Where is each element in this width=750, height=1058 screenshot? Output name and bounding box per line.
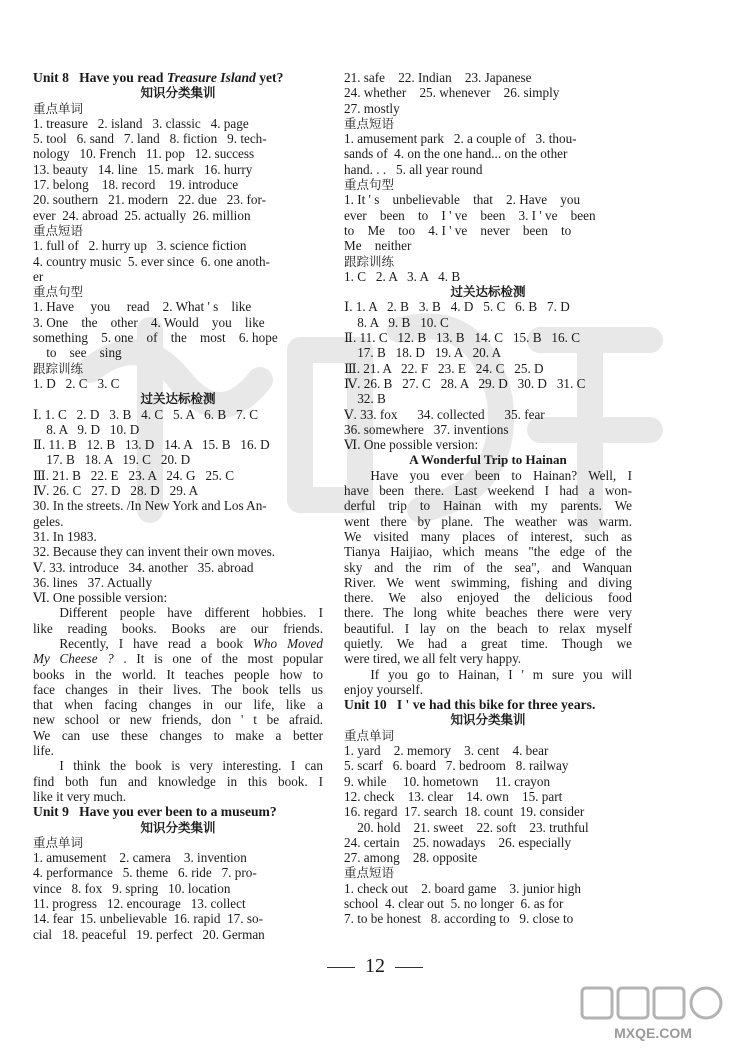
answer-line: 21. safe 22. Indian 23. Japanese [344,70,532,85]
answer-line: Ⅴ. 33. introduce 34. another 35. abroad [33,559,254,575]
answer-line: 32. Because they can invent their own moves. [33,544,276,560]
left-column [33,70,323,942]
essay-line: went there by plane. The weather was warm. [344,513,632,529]
answer-line: geles. [33,513,64,529]
unit10-title: Unit 10 I ' ve had this bike for three years. [344,697,596,713]
essay-line: life. [33,743,54,759]
answer-line: Me neither [344,238,412,254]
answer-line: something 5. one of the most 6. hope [33,330,278,346]
answer-line: 1. treasure 2. island 3. classic 4. page [33,115,249,131]
essay-line: We visited many places of interest, such as [344,528,632,544]
answer-line: sands of 4. on the one hand... on the other [344,146,568,162]
answer-line: school 4. clear out 5. no longer 6. as for [344,896,564,912]
answer-line: 31. In 1983. [33,528,97,544]
answer-line: Ⅲ. 21. A 22. F 23. E 24. C 25. D [344,360,544,376]
answer-line: 1. amusement park 2. a couple of 3. thou- [344,131,577,147]
answer-line: 12. check 13. clear 14. own 15. part [344,788,563,804]
answer-line: 24. certain 25. nowadays 26. especially [344,834,572,850]
answer-line: 1. It ' s unbelievable that 2. Have you [344,192,581,208]
answer-line: Ⅰ. 1. A 2. B 3. B 4. D 5. C 6. B 7. D [344,299,570,315]
answer-line: 27. mostly [344,100,400,116]
answer-line: ever 24. abroad 25. actually 26. million [33,207,251,223]
page-number-text: 12 [365,955,385,977]
essay-line: Recently, I have read a book Who Moved [59,635,323,651]
answer-line: er [33,268,44,284]
essay-line: If you go to Hainan, I ' m sure you will [370,666,632,682]
section-key-words: 重点单词 [33,834,84,850]
answer-line: Ⅵ. One possible version: [344,437,479,453]
essay-line: were tired, we all felt very happy. [344,651,522,667]
answer-line: 17. B 18. D 19. A 20. A [344,345,502,361]
answer-line: 1. check out 2. board game 3. junior high [344,880,581,896]
answer-line: 27. among 28. opposite [344,850,478,866]
answer-line: 1. Have you read 2. What ' s like [33,299,252,315]
answer-line: 4. performance 5. theme 6. ride 7. pro- [33,865,257,881]
essay-line: enjoy yourself. [344,681,424,697]
answer-line: 8. A 9. D 10. D [33,421,140,437]
answer-line: 4. country music 5. ever since 6. one anoth- [33,253,270,269]
answer-line: Ⅳ. 26. C 27. D 28. D 29. A [33,483,199,499]
section-tracking: 跟踪训练 [344,253,395,269]
answer-line: Ⅳ. 26. B 27. C 28. A 29. D 30. D 31. C [344,375,586,391]
answer-line: to see sing [33,345,122,361]
page-number-dash-left [327,967,355,968]
essay-line: like reading books. Books are our friends. [33,620,323,636]
essay-line: find both fun and knowledge in this book. I [33,773,323,789]
answer-line: nology 10. French 11. pop 12. success [33,146,255,162]
section-key-words: 重点单词 [344,727,395,743]
answer-line: Ⅱ. 11. B 12. B 13. D 14. A 15. B 16. D [33,437,270,453]
answer-line: 36. somewhere 37. inventions [344,421,509,437]
unit10-subtitle: 知识分类集训 [450,712,526,728]
answer-line: 1. amusement 2. camera 3. invention [33,850,247,866]
watermark-logo [578,984,728,1044]
answer-line: 17. B 18. A 19. C 20. D [33,452,191,468]
answer-line: 1. D 2. C 3. C [33,375,120,391]
essay-line: have been there. Last weekend I had a won- [344,483,632,499]
answer-line: 17. belong 18. record 19. introduce [33,177,239,193]
answer-line: 1. yard 2. memory 3. cent 4. bear [344,743,549,759]
unit9-subtitle: 知识分类集训 [140,819,216,835]
section-key-phrases: 重点短语 [344,865,395,881]
essay-line: like it very much. [33,788,127,804]
answer-line: Ⅵ. One possible version: [33,590,168,606]
essay-line: that when facing changes in our life, like a [33,697,323,713]
answer-line: 32. B [344,391,386,407]
answer-line: 11. progress 12. encourage 13. collect [33,896,246,912]
essay-title: A Wonderful Trip to Hainan [409,452,567,468]
essay-line: River. We went swimming, fishing and diving [344,574,632,590]
test-title: 过关达标检测 [140,391,216,407]
essay-line: books in the world. It teaches people how to [33,666,323,682]
essay-line: beautiful. I lay on the beach to relax myself [344,620,632,636]
answer-line: 9. while 10. hometown 11. crayon [344,773,551,789]
answer-line: 20. hold 21. sweet 22. soft 23. truthful [344,819,589,835]
answer-line: hand. . . 5. all year round [344,161,483,177]
unit8-title: Unit 8 Have you read Treasure Island yet? [33,70,284,85]
essay-line: new school or new friends, don ' t be afraid. [33,712,323,728]
section-tracking: 跟踪训练 [33,360,84,376]
essay-line: face changes in their lives. The book tells us [33,681,323,697]
answer-line: 14. fear 15. unbelievable 16. rapid 17. so- [33,911,263,927]
unit8-subtitle: 知识分类集训 [140,85,216,101]
answer-line: Ⅰ. 1. C 2. D 3. B 4. C 5. A 6. B 7. C [33,406,259,422]
answer-line: 36. lines 37. Actually [33,574,153,590]
answer-line: to Me too 4. I ' ve never been to [344,222,572,238]
section-key-sentences: 重点句型 [33,284,84,300]
answer-line: 13. beauty 14. line 15. mark 16. hurry [33,161,253,177]
answer-line: 1. C 2. A 3. A 4. B [344,268,461,284]
page-number-dash-right [395,967,423,968]
page-number [0,955,750,978]
essay-line: Have you ever been to Hainan? Well, I [370,467,632,483]
answer-line: Ⅲ. 21. B 22. E 23. A 24. G 25. C [33,467,235,483]
section-key-sentences: 重点句型 [344,177,395,193]
section-key-words: 重点单词 [33,100,84,116]
answer-line: 30. In the streets. /In New York and Los An- [33,498,267,514]
answer-line: 16. regard 17. search 18. count 19. consider [344,804,585,820]
right-column [344,70,632,927]
essay-line: We can use these changes to make a better [33,727,323,743]
answer-line: 7. to be honest 8. according to 9. close to [344,911,574,927]
answer-line: vince 8. fox 9. spring 10. location [33,880,231,896]
answer-line: 5. scarf 6. board 7. bedroom 8. railway [344,758,569,774]
answer-line: cial 18. peaceful 19. perfect 20. German [33,926,265,942]
answer-line: Ⅴ. 33. fox 34. collected 35. fear [344,406,545,422]
answer-line: ever been to I ' ve been 3. I ' ve been [344,207,596,223]
answer-line: 5. tool 6. sand 7. land 8. fiction 9. tech- [33,131,267,147]
test-title: 过关达标检测 [450,284,526,300]
essay-line: there. The long white beaches there were very [344,605,632,621]
answer-line: 20. southern 21. modern 22. due 23. for- [33,192,267,208]
answer-line: 1. full of 2. hurry up 3. science fiction [33,238,247,254]
unit9-title: Unit 9 Have you ever been to a museum? [33,804,277,820]
essay-line: there. We also enjoyed the delicious food [344,590,632,606]
answer-line: 24. whether 25. whenever 26. simply [344,85,560,101]
essay-line: I think the book is very interesting. I can [59,758,323,774]
answer-line: 8. A 9. B 10. C [344,314,449,330]
section-key-phrases: 重点短语 [33,222,84,238]
essay-line: My Cheese ? . It is one of the most popular [33,651,323,667]
essay-line: sky and the rim of the sea", and Wanquan [344,559,632,575]
answer-line: Ⅱ. 11. C 12. B 13. B 14. C 15. B 16. C [344,330,580,346]
answer-line: 3. One the other 4. Would you like [33,314,265,330]
section-key-phrases: 重点短语 [344,115,395,131]
essay-line: Different people have different hobbies. I [59,605,323,621]
svg-text:MXQE.COM: MXQE.COM [614,1025,692,1041]
essay-line: derful trip to Hainan with my parents. We [344,498,632,514]
essay-line: quietly. We had a great time. Though we [344,635,632,651]
essay-line: Tianya Haijiao, which means "the edge of the [344,544,632,560]
